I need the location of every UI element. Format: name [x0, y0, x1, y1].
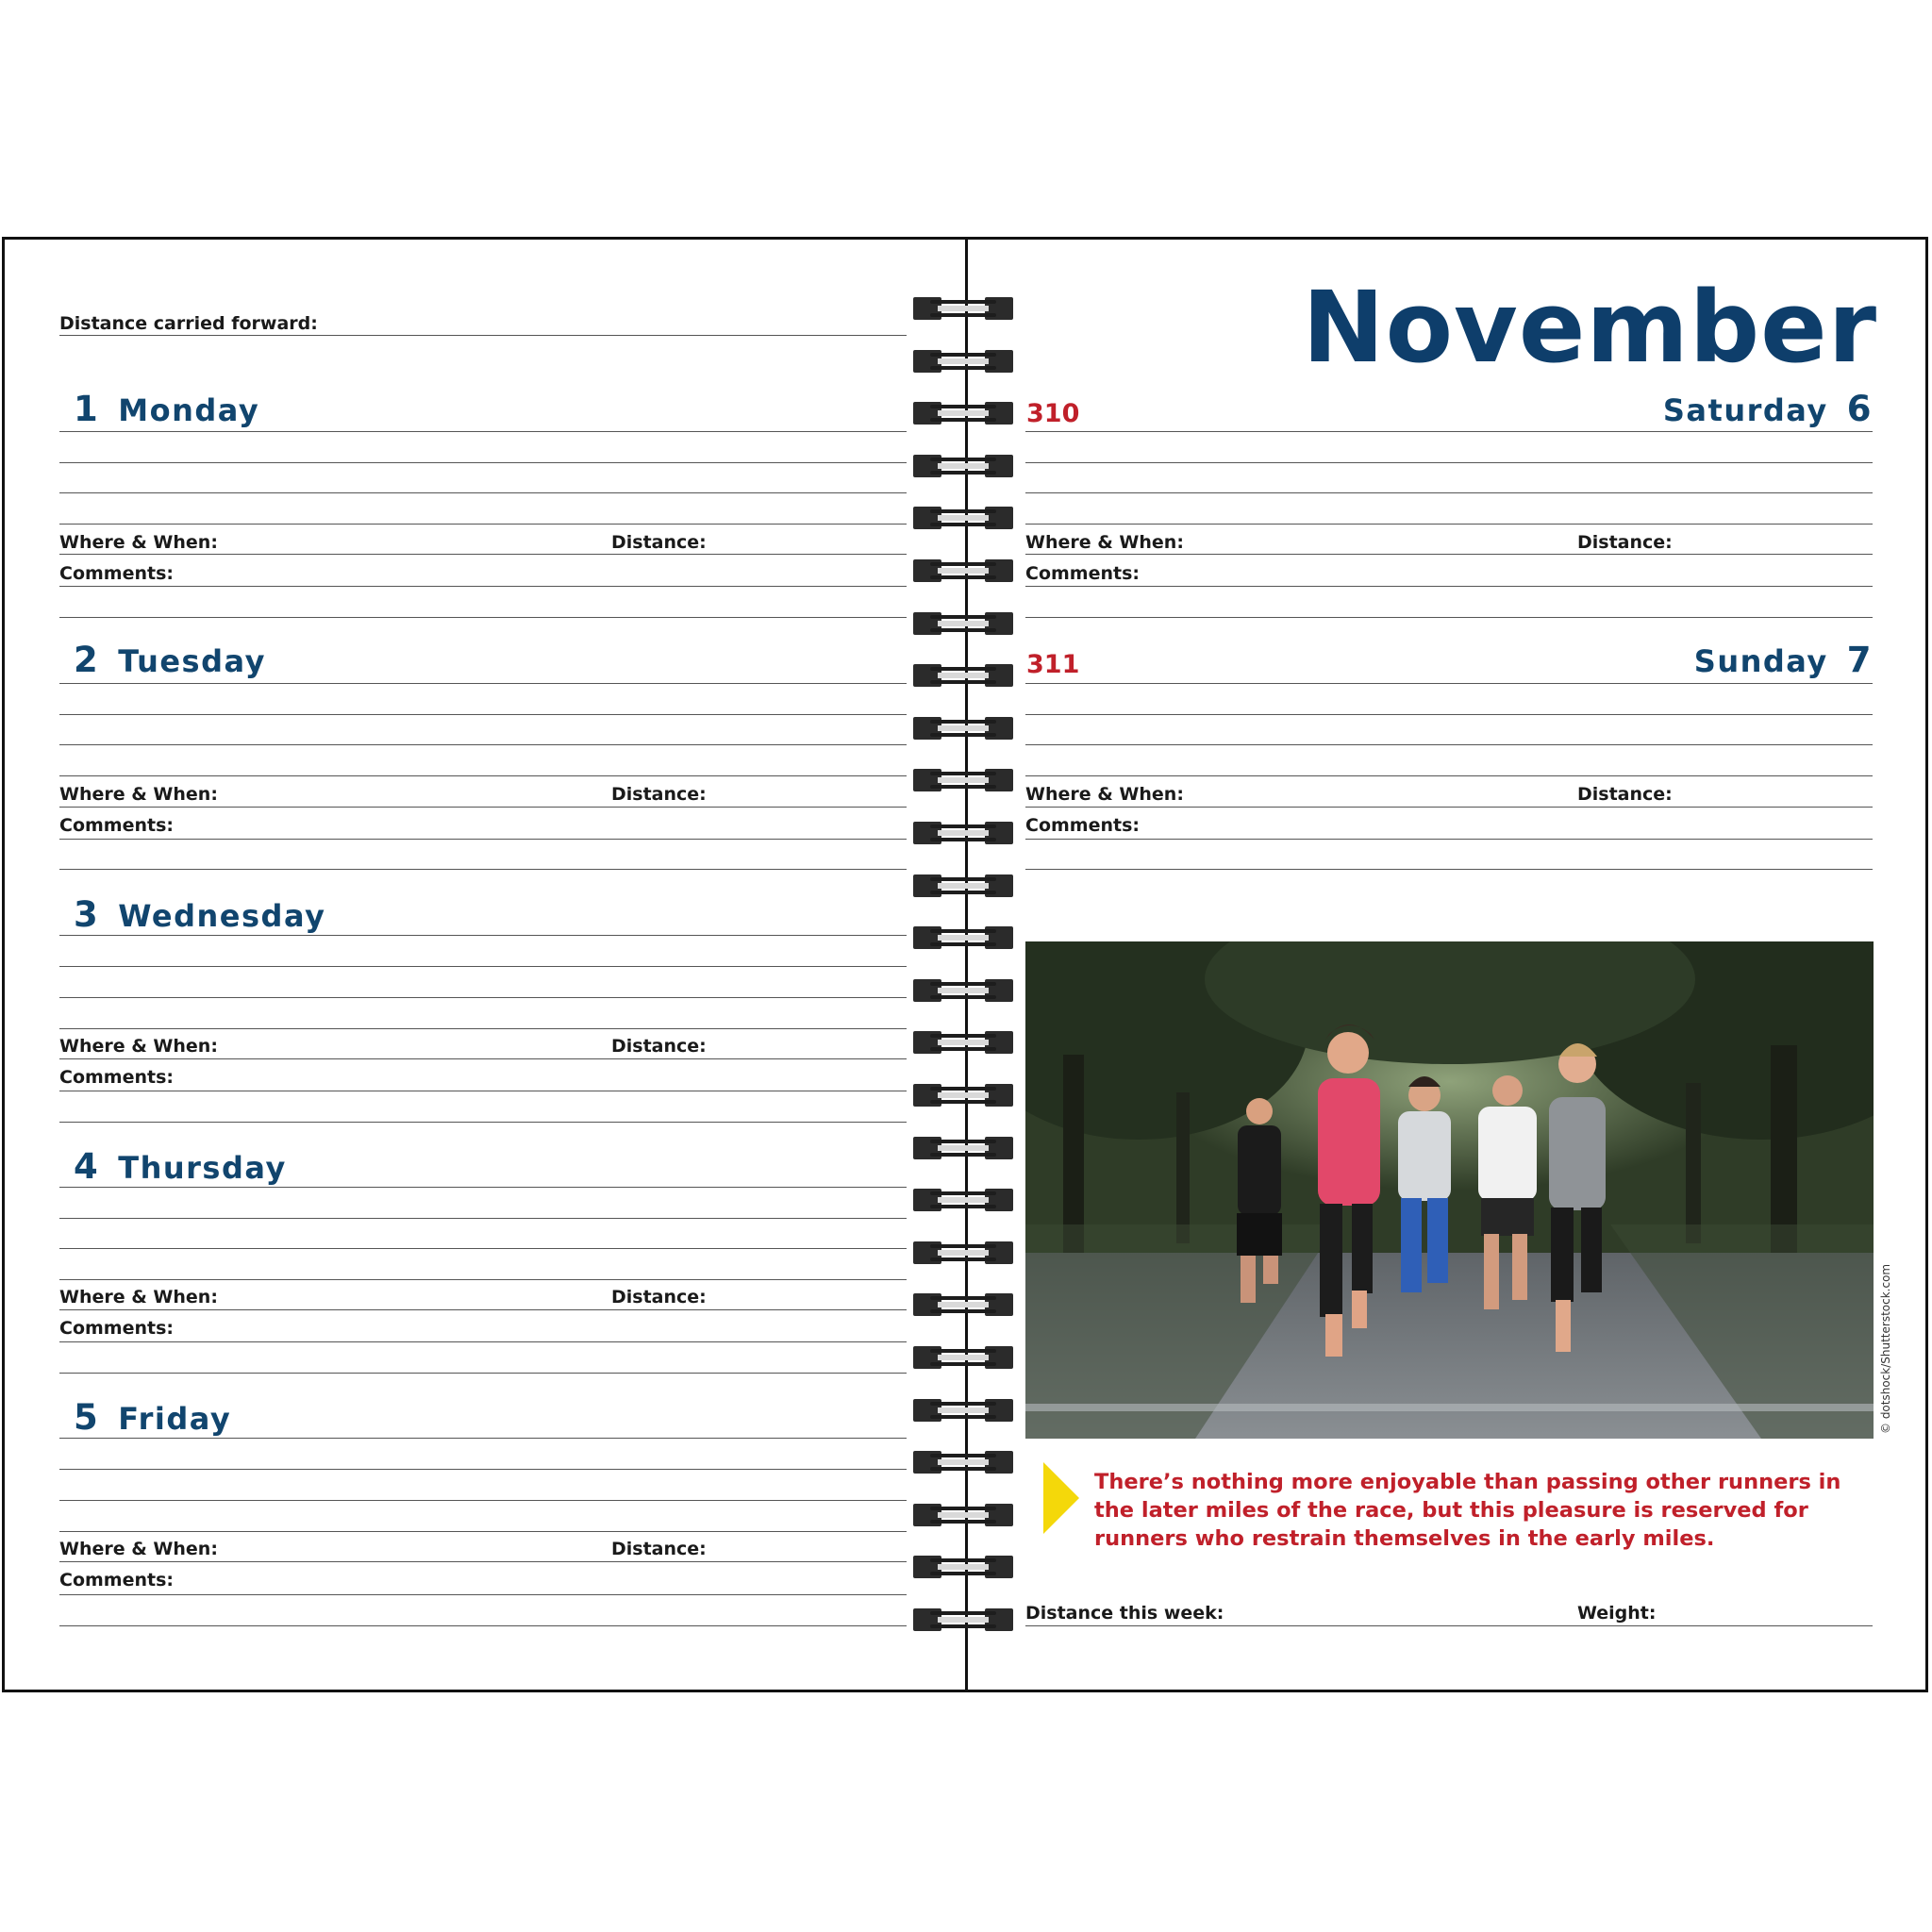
binding-ring-part [930, 1244, 996, 1248]
binding-ring-part [930, 1257, 996, 1261]
day-number: 7 [1846, 640, 1873, 680]
rule-line [59, 1028, 907, 1029]
binding-ring-part [930, 1034, 996, 1038]
binding-ring-part [938, 1564, 989, 1570]
binding-ring-part [930, 366, 996, 370]
where-when-label: Where & When: [1025, 532, 1184, 553]
binding-ring-part [938, 883, 989, 889]
binding-ring [913, 453, 1013, 479]
binding-ring-part [930, 1153, 996, 1157]
binding-ring [913, 1449, 1013, 1475]
binding-ring-part [938, 1092, 989, 1098]
binding-ring-part [930, 1402, 996, 1406]
binding-ring-part [930, 891, 996, 894]
where-when-label: Where & When: [59, 532, 218, 553]
rule-line [59, 1279, 907, 1280]
comments-label: Comments: [59, 1067, 174, 1088]
binding-ring-part [930, 300, 996, 304]
day-heading-monday [74, 389, 259, 429]
where-when-label: Where & When: [59, 1036, 218, 1057]
binding-ring-part [930, 458, 996, 461]
binding-ring [913, 715, 1013, 741]
binding-ring-part [938, 1302, 989, 1307]
binding-ring-part [930, 509, 996, 513]
binding-ring [913, 1607, 1013, 1633]
day-number: 1 [74, 389, 100, 429]
where-when-label: Where & When: [59, 1539, 218, 1559]
rule-line [59, 1561, 907, 1562]
binding-ring-part [930, 667, 996, 671]
day-number: 2 [74, 640, 100, 680]
day-name: Tuesday [118, 643, 266, 679]
binding-ring-part [930, 785, 996, 789]
binding-ring [913, 1187, 1013, 1213]
where-when-label: Where & When: [59, 1287, 218, 1307]
rule-line [59, 1438, 907, 1439]
rule-line [59, 1469, 907, 1470]
binding-ring-part [938, 673, 989, 678]
binding-ring [913, 1135, 1013, 1161]
binding-ring-part [938, 1355, 989, 1360]
binding-ring-part [938, 1040, 989, 1045]
rule-line [59, 1187, 907, 1188]
binding-ring [913, 924, 1013, 951]
binding-ring-part [930, 838, 996, 841]
binding-ring [913, 1291, 1013, 1318]
binding-ring-part [930, 562, 996, 566]
binding-ring-part [930, 1140, 996, 1143]
day-number: 4 [74, 1146, 100, 1187]
rule-line [59, 1248, 907, 1249]
binding-ring-part [938, 1407, 989, 1413]
binding-ring-part [930, 418, 996, 422]
day-number: 5 [74, 1397, 100, 1438]
binding-ring-part [930, 1349, 996, 1353]
rule-line [59, 744, 907, 745]
binding-ring-part [930, 1467, 996, 1471]
day-name: Saturday [1662, 392, 1828, 428]
binding-ring-part [930, 733, 996, 737]
rule-line [59, 431, 907, 432]
rule-line [59, 1500, 907, 1501]
binding-ring-part [930, 1507, 996, 1510]
binding-ring-part [938, 830, 989, 836]
binding-ring-part [930, 628, 996, 632]
rule-line [59, 1341, 907, 1342]
distance-label: Distance: [1577, 784, 1673, 805]
comments-label: Comments: [1025, 563, 1140, 584]
day-name: Thursday [118, 1150, 287, 1186]
rule-line [59, 335, 907, 336]
binding-ring-part [938, 621, 989, 626]
binding-ring [913, 977, 1013, 1004]
binding-ring-part [930, 1296, 996, 1300]
comments-label: Comments: [59, 1570, 174, 1591]
photo-credit: © dotshock/Shutterstock.com [1879, 1263, 1892, 1434]
binding-ring-part [930, 929, 996, 933]
binding-ring [913, 400, 1013, 426]
month-title: November [1302, 270, 1877, 385]
binding-ring [913, 295, 1013, 322]
comments-label: Comments: [59, 1318, 174, 1339]
rule-line [59, 1594, 907, 1595]
rule-line [59, 1058, 907, 1059]
binding-ring-part [930, 1558, 996, 1562]
rule-line [59, 935, 907, 936]
rule-line [59, 1625, 907, 1626]
rule-line [59, 807, 907, 808]
rule-line [59, 869, 907, 870]
binding-ring [913, 767, 1013, 793]
weight-label: Weight: [1577, 1603, 1657, 1624]
distance-label: Distance: [1577, 532, 1673, 553]
rule-line [59, 839, 907, 840]
day-heading-tuesday [74, 640, 266, 680]
binding-ring-part [930, 1454, 996, 1457]
comments-label: Comments: [59, 815, 174, 836]
day-heading-friday [74, 1397, 231, 1438]
distance-label: Distance: [611, 532, 707, 553]
rule-line [59, 492, 907, 493]
day-number: 6 [1846, 389, 1873, 429]
rule-line [59, 683, 907, 684]
binding-ring-part [930, 1611, 996, 1615]
binding-ring-part [938, 515, 989, 521]
binding-ring-part [930, 615, 996, 619]
binding-ring-part [938, 1512, 989, 1518]
rule-line [59, 554, 907, 555]
rule-line [59, 775, 907, 776]
binding-ring-part [930, 1624, 996, 1628]
binding-ring [913, 1240, 1013, 1266]
day-name: Sunday [1693, 643, 1828, 679]
binding-ring-part [930, 1572, 996, 1575]
rule-line [59, 586, 907, 587]
binding-ring [913, 610, 1013, 637]
binding-ring-part [938, 988, 989, 993]
binding-ring-part [938, 306, 989, 311]
distance-carried-forward-label: Distance carried forward: [59, 313, 318, 334]
day-number: 3 [74, 894, 100, 935]
binding-ring-part [930, 1100, 996, 1104]
day-of-year: 310 [1026, 399, 1080, 428]
rule-line [59, 1218, 907, 1219]
binding-ring-part [938, 568, 989, 574]
day-name: Friday [118, 1401, 232, 1437]
binding-ring [913, 348, 1013, 375]
day-of-year: 311 [1026, 650, 1080, 679]
distance-this-week-label: Distance this week: [1025, 1603, 1224, 1624]
binding-ring-part [930, 995, 996, 999]
left-page [0, 0, 965, 1932]
binding-ring-part [930, 1520, 996, 1524]
distance-label: Distance: [611, 1036, 707, 1057]
day-name: Monday [118, 392, 260, 428]
binding-ring-part [930, 405, 996, 408]
day-heading-wednesday [74, 894, 325, 935]
binding-ring-part [930, 982, 996, 986]
comments-label: Comments: [59, 563, 174, 584]
binding-ring-part [938, 935, 989, 941]
binding-ring-part [930, 877, 996, 881]
rule-line [59, 524, 907, 525]
binding-ring-part [930, 1205, 996, 1208]
binding-ring-part [930, 680, 996, 684]
binding-ring [913, 1082, 1013, 1108]
binding-ring-part [930, 1415, 996, 1419]
binding-ring-part [930, 1309, 996, 1313]
binding-ring-part [938, 463, 989, 469]
binding-ring-part [930, 1191, 996, 1195]
rule-line [59, 1309, 907, 1310]
binding-ring-part [930, 1362, 996, 1366]
running-tip: There’s nothing more enjoyable than passing other runners in the later miles of the race, but this pleasure is reserved for runners who restrain themselves in the early miles. [1094, 1470, 1841, 1551]
binding-ring [913, 1554, 1013, 1580]
distance-label: Distance: [611, 1287, 707, 1307]
binding-ring-part [938, 1459, 989, 1465]
binding-ring [913, 1344, 1013, 1371]
binding-ring [913, 1502, 1013, 1528]
rule-line [59, 714, 907, 715]
binding-ring-part [938, 1250, 989, 1256]
binding-ring [913, 873, 1013, 899]
day-heading-thursday [74, 1146, 287, 1187]
binding-ring-part [930, 1047, 996, 1051]
binding-ring [913, 662, 1013, 689]
binding-ring-part [938, 358, 989, 364]
comments-label: Comments: [1025, 815, 1140, 836]
binding-ring [913, 558, 1013, 584]
binding-ring-part [938, 1197, 989, 1203]
binding-ring-part [930, 471, 996, 475]
where-when-label: Where & When: [59, 784, 218, 805]
rule-line [59, 462, 907, 463]
where-when-label: Where & When: [1025, 784, 1184, 805]
binding-ring [913, 820, 1013, 846]
binding-ring-part [930, 942, 996, 946]
binding-ring-part [930, 313, 996, 317]
binding-ring-part [938, 410, 989, 416]
binding-ring-part [938, 1617, 989, 1623]
binding-ring [913, 1029, 1013, 1056]
binding-ring-part [930, 1087, 996, 1091]
rule-line [59, 617, 907, 618]
binding-ring-part [930, 353, 996, 357]
binding-ring-part [938, 725, 989, 731]
binding-ring-part [930, 523, 996, 526]
rule-line [59, 1531, 907, 1532]
binding-ring-part [938, 1145, 989, 1151]
distance-label: Distance: [611, 1539, 707, 1559]
rule-line [59, 997, 907, 998]
day-name: Wednesday [118, 898, 326, 934]
distance-label: Distance: [611, 784, 707, 805]
rule-line [59, 966, 907, 967]
binding-ring-part [930, 772, 996, 775]
binding-ring [913, 1397, 1013, 1424]
rule-line [59, 1373, 907, 1374]
binding-ring-part [930, 824, 996, 828]
binding-ring-part [930, 720, 996, 724]
binding-ring-part [938, 777, 989, 783]
rule-line [59, 1122, 907, 1123]
binding-ring [913, 505, 1013, 531]
binding-ring-part [930, 575, 996, 579]
